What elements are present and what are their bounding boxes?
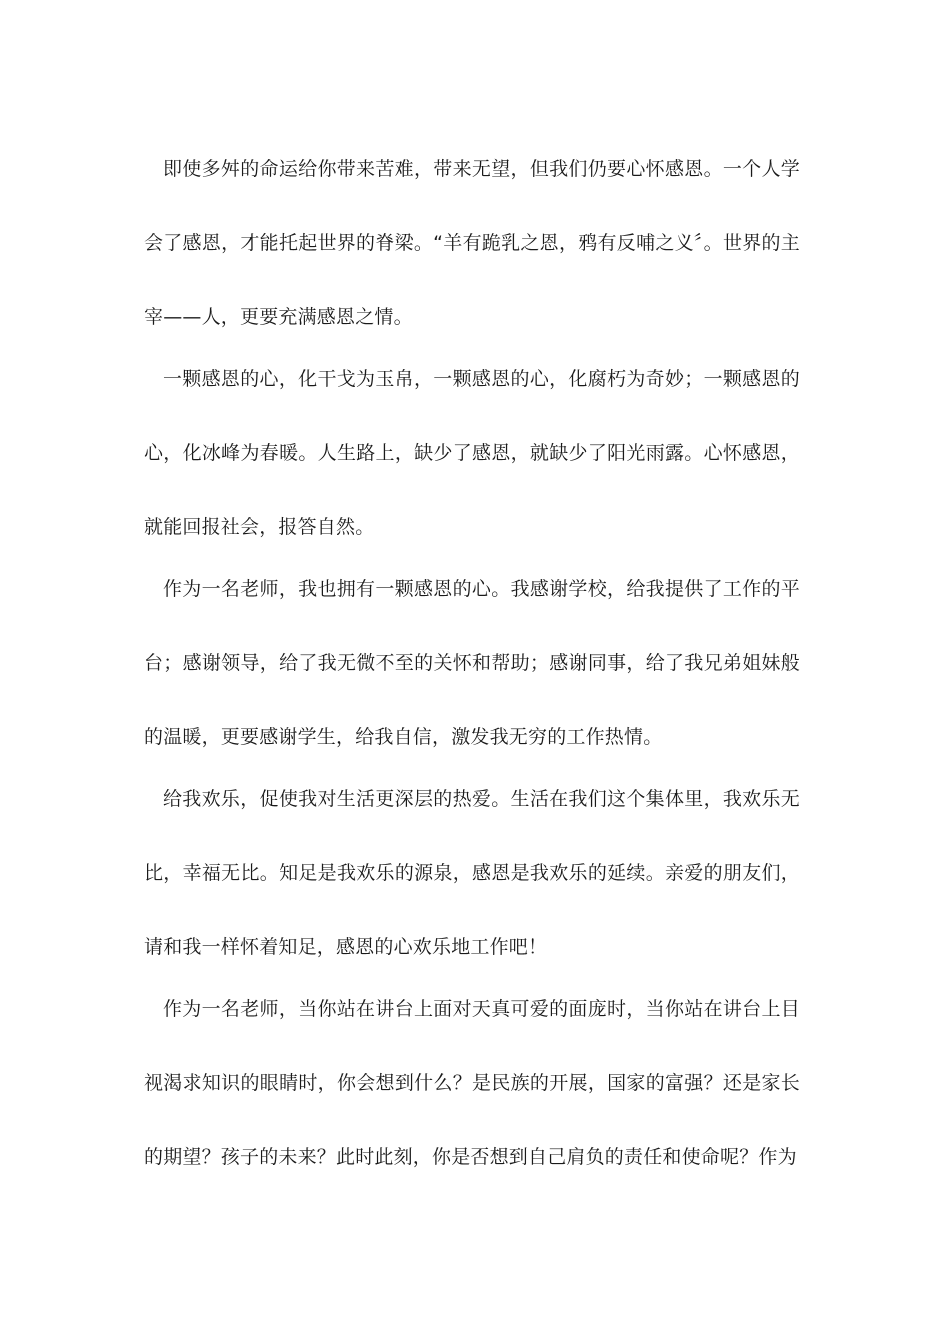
paragraph-3: 作为一名老师，我也拥有一颗感恩的心。我感谢学校，给我提供了工作的平台；感谢领导，给了我无微不至的关怀和帮助；感谢同事，给了我兄弟姐妹般的温暖，更要感谢学生，给我自信，激发我无穷的工作热情。 (144, 578, 800, 748)
paragraph-2: 一颗感恩的心，化干戈为玉帛，一颗感恩的心，化腐朽为奇妙；一颗感恩的心，化冰峰为春暖。人生路上，缺少了感恩，就缺少了阳光雨露。心怀感恩，就能回报社会，报答自然。 (144, 368, 800, 538)
paragraph-5: 作为一名老师，当你站在讲台上面对天真可爱的面庞时，当你站在讲台上目视渴求知识的眼睛时，你会想到什么？是民族的开展，国家的富强？还是家长的期望？孩子的未来？此时此刻，你是否想到自己肩负的责任和使命呢？作为 (144, 998, 800, 1168)
document-body (144, 132, 800, 1194)
paragraph-1: 即使多舛的命运给你带来苦难，带来无望，但我们仍要心怀感恩。一个人学会了感恩，才能托起世界的脊梁。“羊有跪乳之恩，鸦有反哺之义〞。世界的主宰——人，更要充满感恩之情。 (144, 158, 800, 328)
paragraph-4: 给我欢乐，促使我对生活更深层的热爱。生活在我们这个集体里，我欢乐无比，幸福无比。知足是我欢乐的源泉，感恩是我欢乐的延续。亲爱的朋友们，请和我一样怀着知足，感恩的心欢乐地工作吧！ (144, 788, 800, 958)
